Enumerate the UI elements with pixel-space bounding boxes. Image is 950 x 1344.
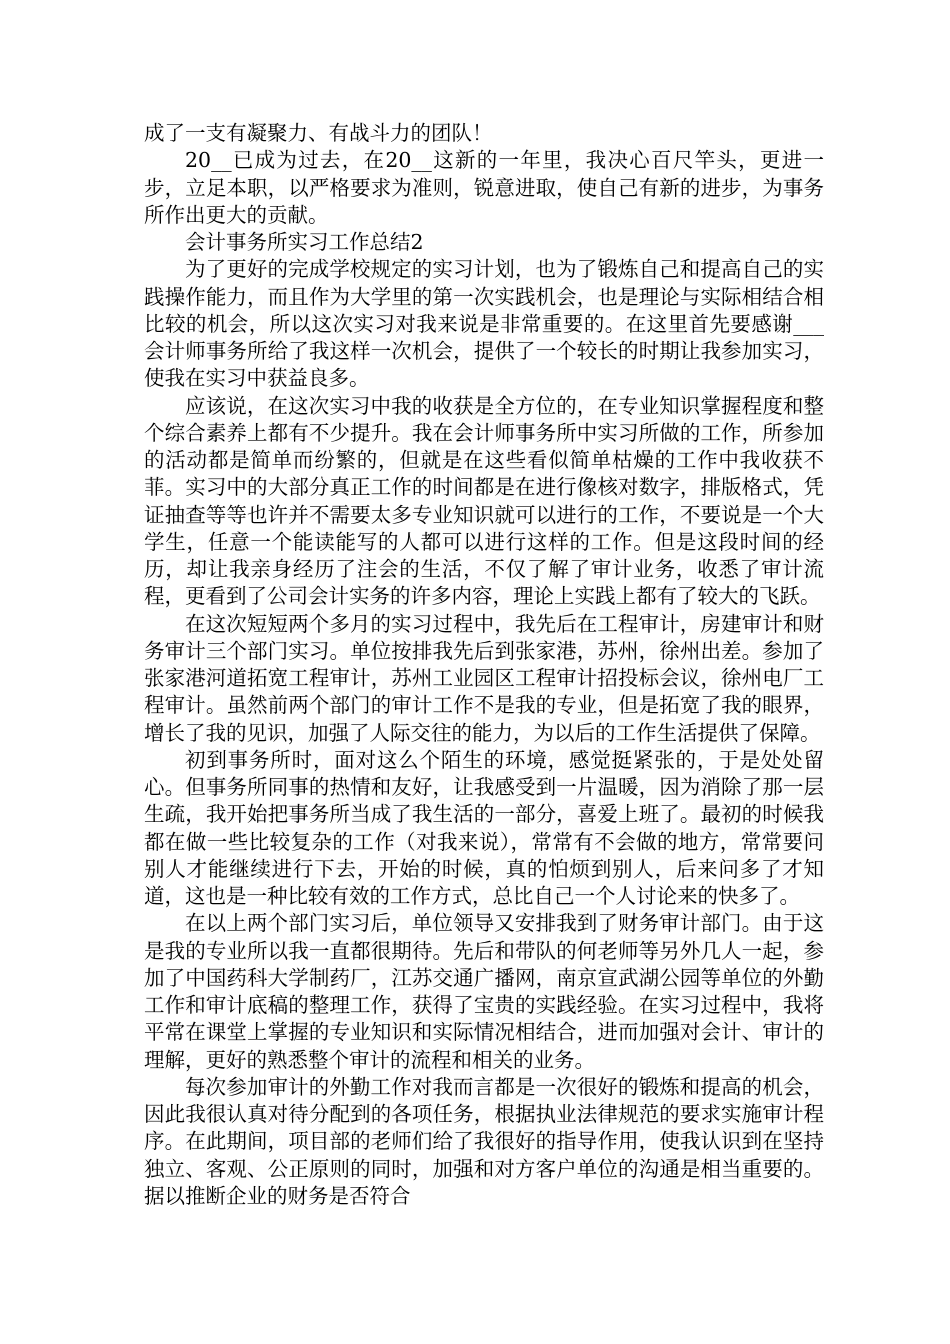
paragraph: 应该说，在这次实习中我的收获是全方位的，在专业知识掌握程度和整个综合素养上都有不少提升。我在会计师事务所中实习所做的工作，所参加的活动都是简单而纷繁的，但就是在这些看似简单枯燥的工作中我收获不菲。实习中的大部分真正工作的时间都是在进行像核对数字，排版格式，凭证抽查等等也许并不需要太多专业知识就可以进行的工作，不要说是一个大学生，任意一个能读能写的人都可以进行这样的工作。但是这段时间的经历，却让我亲身经历了注会的生活，不仅了解了审计业务，收悉了审计流程，更看到了公司会计实务的许多内容，理论上实践上都有了较大的飞跃。 [144, 393, 824, 609]
section-heading: 会计事务所实习工作总结2 [185, 230, 424, 254]
paragraph: 20__已成为过去，在20__这新的一年里，我决心百尺竿头，更进一步，立足本职，以严格要求为准则，锐意进取，使自己有新的进步，为事务所作出更大的贡献。 [144, 148, 824, 227]
paragraph: 在这次短短两个多月的实习过程中，我先后在工程审计，房建审计和财务审计三个部门实习。单位按排我先后到张家港，苏州，徐州出差。参加了张家港河道拓宽工程审计，苏州工业园区工程审计招投标会议，徐州电厂工程审计。虽然前两个部门的审计工作不是我的专业，但是拓宽了我的眼界，增长了我的见识，加强了人际交往的能力，为以后的工作生活提供了保障。 [144, 611, 824, 745]
paragraph: 初到事务所时，面对这么个陌生的环境，感觉挺紧张的，于是处处留心。但事务所同事的热情和友好，让我感受到一片温暖，因为消除了那一层生疏，我开始把事务所当成了我生活的一部分，喜爱上班了。最初的时候我都在做一些比较复杂的工作（对我来说），常常有不会做的地方，常常要问别人才能继续进行下去，开始的时候，真的怕烦到别人，后来问多了才知道，这也是一种比较有效的工作方式，总比自己一个人讨论来的快多了。 [144, 747, 824, 908]
document-body [144, 120, 824, 1210]
paragraph: 在以上两个部门实习后，单位领导又安排我到了财务审计部门。由于这是我的专业所以我一直都很期待。先后和带队的何老师等另外几人一起，参加了中国药科大学制药厂，江苏交通广播网，南京宣武湖公园等单位的外勤工作和审计底稿的整理工作，获得了宝贵的实践经验。在实习过程中，我将平常在课堂上掌握的专业知识和实际情况相结合，进而加强对会计、审计的理解，更好的熟悉整个审计的流程和相关的业务。 [144, 911, 824, 1072]
paragraph: 每次参加审计的外勤工作对我而言都是一次很好的锻炼和提高的机会，因此我很认真对待分配到的各项任务，根据执业法律规范的要求实施审计程序。在此期间，项目部的老师们给了我很好的指导作用，使我认识到在坚持独立、客观、公正原则的同时，加强和对方客户单位的沟通是相当重要的。据以推断企业的财务是否符合 [144, 1074, 824, 1208]
paragraph: 为了更好的完成学校规定的实习计划，也为了锻炼自己和提高自己的实践操作能力，而且作为大学里的第一次实践机会，也是理论与实际相结合相比较的机会，所以这次实习对我来说是非常重要的。在这里首先要感谢___会计师事务所给了我这样一次机会，提供了一个较长的时期让我参加实习，使我在实习中获益良多。 [144, 257, 824, 391]
paragraph-continuation: 成了一支有凝聚力、有战斗力的团队！ [144, 121, 493, 145]
